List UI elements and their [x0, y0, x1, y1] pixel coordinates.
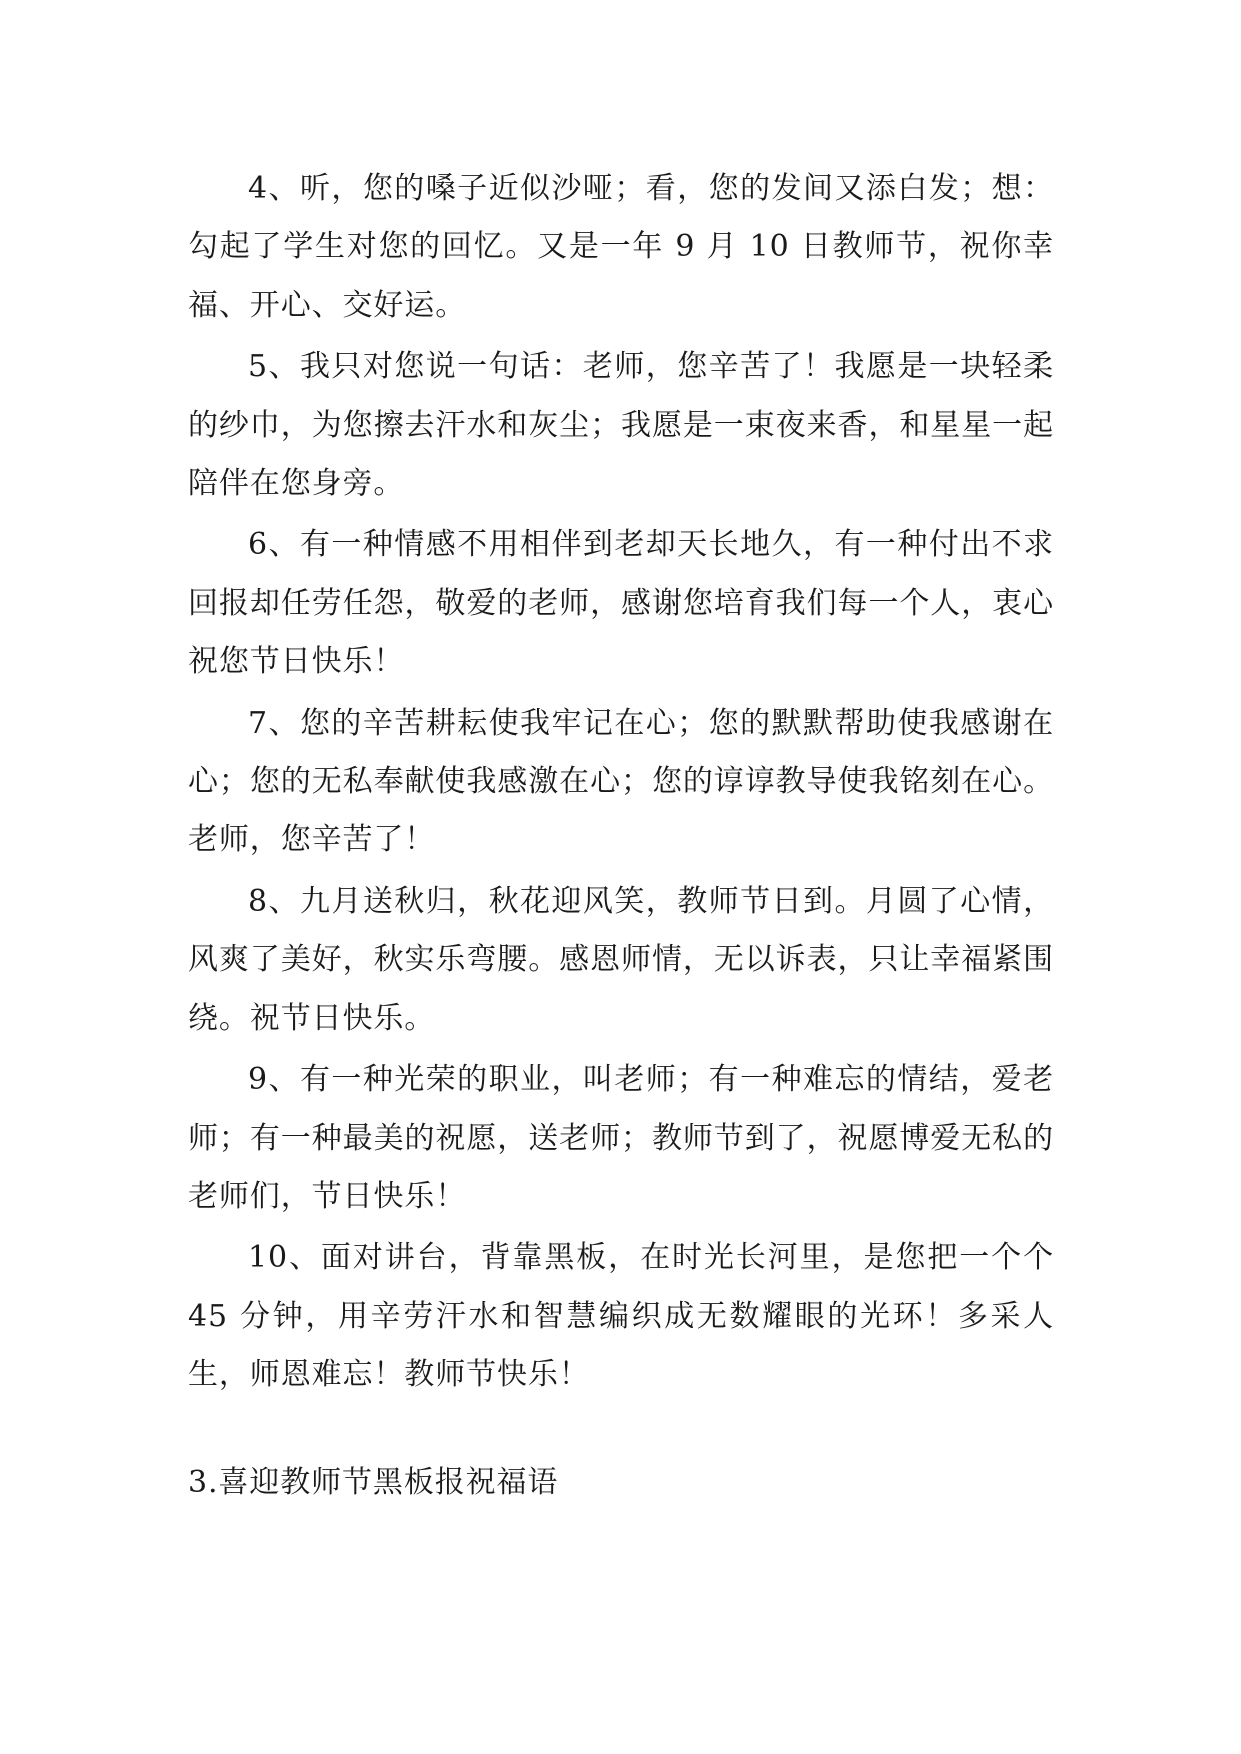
section-heading: 3.喜迎教师节黑板报祝福语 — [188, 1465, 559, 1500]
paragraph-10: 10、面对讲台，背靠黑板，在时光长河里，是您把一个个 45 分钟，用辛劳汗水和智慧编织成无数耀眼的光环！多采人生，师恩难忘！教师节快乐！ — [188, 1240, 1054, 1393]
paragraph-8: 8、九月送秋归，秋花迎风笑，教师节日到。月圆了心情，风爽了美好，秋实乐弯腰。感恩师情，无以诉表，只让幸福紧围绕。祝节日快乐。 — [188, 883, 1054, 1036]
paragraph-9: 9、有一种光荣的职业，叫老师；有一种难忘的情结，爱老师；有一种最美的祝愿，送老师；教师节到了，祝愿博爱无私的老师们，节日快乐！ — [188, 1062, 1054, 1214]
paragraph-4: 4、听，您的嗓子近似沙哑；看，您的发间又添白发；想：勾起了学生对您的回忆。又是一年 9 月 10 日教师节，祝你幸福、开心、交好运。 — [188, 171, 1054, 323]
paragraph-5: 5、我只对您说一句话：老师，您辛苦了！我愿是一块轻柔的纱巾，为您擦去汗水和灰尘；我愿是一束夜来香，和星星一起陪伴在您身旁。 — [188, 349, 1054, 502]
paragraph-7: 7、您的辛苦耕耘使我牢记在心；您的默默帮助使我感谢在心；您的无私奉献使我感激在心；您的谆谆教导使我铭刻在心。老师，您辛苦了！ — [188, 705, 1054, 858]
paragraph-6: 6、有一种情感不用相伴到老却天长地久，有一种付出不求回报却任劳任怨，敬爱的老师，感谢您培育我们每一个人，衷心祝您节日快乐！ — [188, 527, 1054, 680]
document-body — [188, 160, 1054, 1408]
